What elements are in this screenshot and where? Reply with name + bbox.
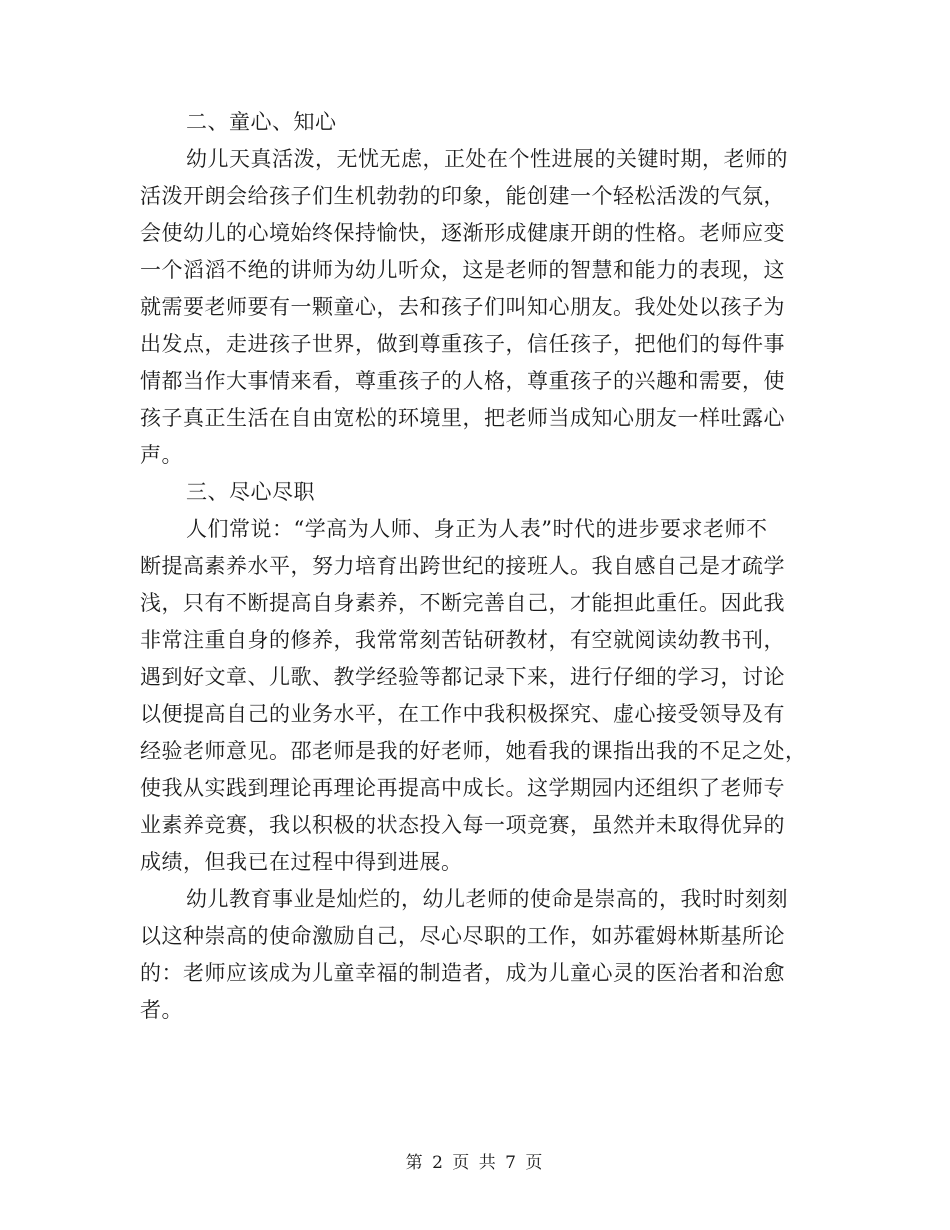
paragraph-line: 出发点，走进孩子世界，做到尊重孩子，信任孩子，把他们的每件事 [140, 332, 785, 356]
paragraph-line: 以便提高自己的业务水平，在工作中我积极探究、虚心接受领导及有 [140, 702, 785, 726]
paragraph-line: 以这种崇高的使命激励自己，尽心尽职的工作，如苏霍姆林斯基所论 [140, 924, 785, 948]
paragraph-line: 会使幼儿的心境始终保持愉快，逐渐形成健康开朗的性格。老师应变 [140, 221, 785, 245]
page-number-footer: 第 2 页 共 7 页 [405, 1153, 545, 1173]
paragraph-line: 断提高素养水平，努力培育出跨世纪的接班人。我自感自己是才疏学 [140, 554, 785, 578]
paragraph-line: 非常注重自身的修养，我常常刻苦钻研教材，有空就阅读幼教书刊， [140, 628, 785, 652]
paragraph-line: 活泼开朗会给孩子们生机勃勃的印象，能创建一个轻松活泼的气氛， [140, 184, 785, 208]
paragraph-line: 者。 [140, 998, 183, 1022]
paragraph-line: 经验老师意见。邵老师是我的好老师，她看我的课指出我的不足之处， [140, 739, 807, 763]
paragraph-line: 情都当作大事情来看，尊重孩子的人格，尊重孩子的兴趣和需要，使 [140, 369, 785, 393]
paragraph-line: 遇到好文章、儿歌、教学经验等都记录下来，进行仔细的学习，讨论 [140, 665, 785, 689]
section-heading: 二、童心、知心 [186, 110, 337, 134]
paragraph-line: 幼儿教育事业是灿烂的，幼儿老师的使命是崇高的，我时时刻刻 [186, 887, 788, 911]
paragraph-line: 就需要老师要有一颗童心，去和孩子们叫知心朋友。我处处以孩子为 [140, 295, 785, 319]
paragraph-line: 孩子真正生活在自由宽松的环境里，把老师当成知心朋友一样吐露心 [140, 406, 785, 430]
paragraph-line: 声。 [140, 443, 183, 467]
paragraph-line: 业素养竞赛，我以积极的状态投入每一项竞赛，虽然并未取得优异的 [140, 813, 785, 837]
paragraph-line: 使我从实践到理论再理论再提高中成长。这学期园内还组织了老师专 [140, 776, 785, 800]
paragraph-line: 浅，只有不断提高自身素养，不断完善自己，才能担此重任。因此我 [140, 591, 785, 615]
paragraph-line: 幼儿天真活泼，无忧无虑，正处在个性进展的关键时期，老师的 [186, 147, 788, 171]
paragraph-line: 的：老师应该成为儿童幸福的制造者，成为儿童心灵的医治者和治愈 [140, 961, 785, 985]
document-body [140, 104, 807, 1029]
paragraph-line: 成绩，但我已在过程中得到进展。 [140, 850, 463, 874]
section-heading: 三、尽心尽职 [186, 480, 315, 504]
paragraph-line: 一个滔滔不绝的讲师为幼儿听众，这是老师的智慧和能力的表现，这 [140, 258, 785, 282]
paragraph-line: 人们常说：“学高为人师、身正为人表”时代的进步要求老师不 [186, 517, 768, 541]
